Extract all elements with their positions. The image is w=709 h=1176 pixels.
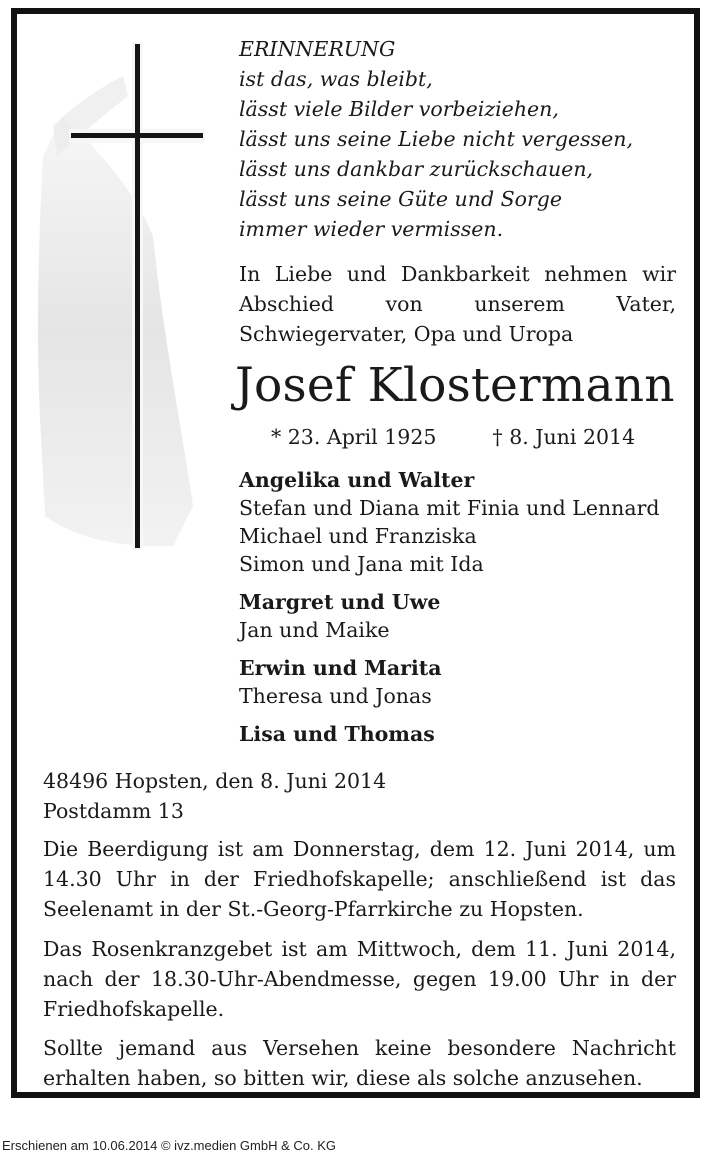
street-address: Postdamm 13 [43, 799, 184, 823]
obituary-frame [11, 8, 700, 1098]
family-list [239, 466, 689, 758]
poem-line: lässt uns seine Güte und Sorge [239, 187, 563, 211]
memorial-poem [239, 34, 679, 244]
family-member: Simon und Jana mit Ida [239, 552, 484, 576]
family-group [239, 466, 689, 578]
family-head: Margret und Uwe [239, 590, 441, 614]
cross-icon [33, 36, 213, 571]
family-group [239, 654, 689, 710]
family-member: Jan und Maike [239, 618, 390, 642]
poem-line: lässt uns dankbar zurückschauen, [239, 157, 594, 181]
family-member: Stefan und Diana mit Finia und Lennard [239, 496, 660, 520]
notice-info: Sollte jemand aus Versehen keine besondere Nachricht erhalten haben, so bitten wir, diese als solche anzusehen. [43, 1036, 676, 1090]
family-group [239, 588, 689, 644]
publication-footer: Erschienen am 10.06.2014 © ivz.medien GmbH & Co. KG [2, 1138, 337, 1153]
intro-text: In Liebe und Dankbarkeit nehmen wir Abschied von unserem Vater, Schwiegervater, Opa und Uropa [239, 262, 676, 346]
family-head: Erwin und Marita [239, 656, 442, 680]
rosary-info: Das Rosenkranzgebet ist am Mittwoch, dem 11. Juni 2014, nach der 18.30-Uhr-Abendmesse, gegen 19.00 Uhr in der Friedhofskapelle. [43, 937, 676, 1021]
family-head: Lisa und Thomas [239, 722, 435, 746]
poem-line: ist das, was bleibt, [239, 67, 433, 91]
poem-line: lässt uns seine Liebe nicht vergessen, [239, 127, 634, 151]
family-head: Angelika und Walter [239, 468, 475, 492]
family-member: Theresa und Jonas [239, 684, 432, 708]
cross-graphic [33, 36, 213, 571]
life-dates [271, 422, 671, 452]
address-block [43, 766, 683, 826]
birth-date: * 23. April 1925 [271, 425, 437, 449]
funeral-info: Die Beerdigung ist am Donnerstag, dem 12. Juni 2014, um 14.30 Uhr in der Friedhofskapelle; anschließend ist das Seelenamt in der St.-Georg-Pfarrkirche zu Hopsten. [43, 837, 676, 921]
deceased-name: Josef Klostermann [235, 358, 675, 413]
family-group [239, 720, 689, 748]
poem-line: lässt viele Bilder vorbeiziehen, [239, 97, 559, 121]
death-date: † 8. Juni 2014 [492, 425, 636, 449]
family-member: Michael und Franziska [239, 524, 477, 548]
poem-line: immer wieder vermissen. [239, 217, 504, 241]
poem-line: ERINNERUNG [239, 37, 396, 61]
place-date: 48496 Hopsten, den 8. Juni 2014 [43, 769, 387, 793]
